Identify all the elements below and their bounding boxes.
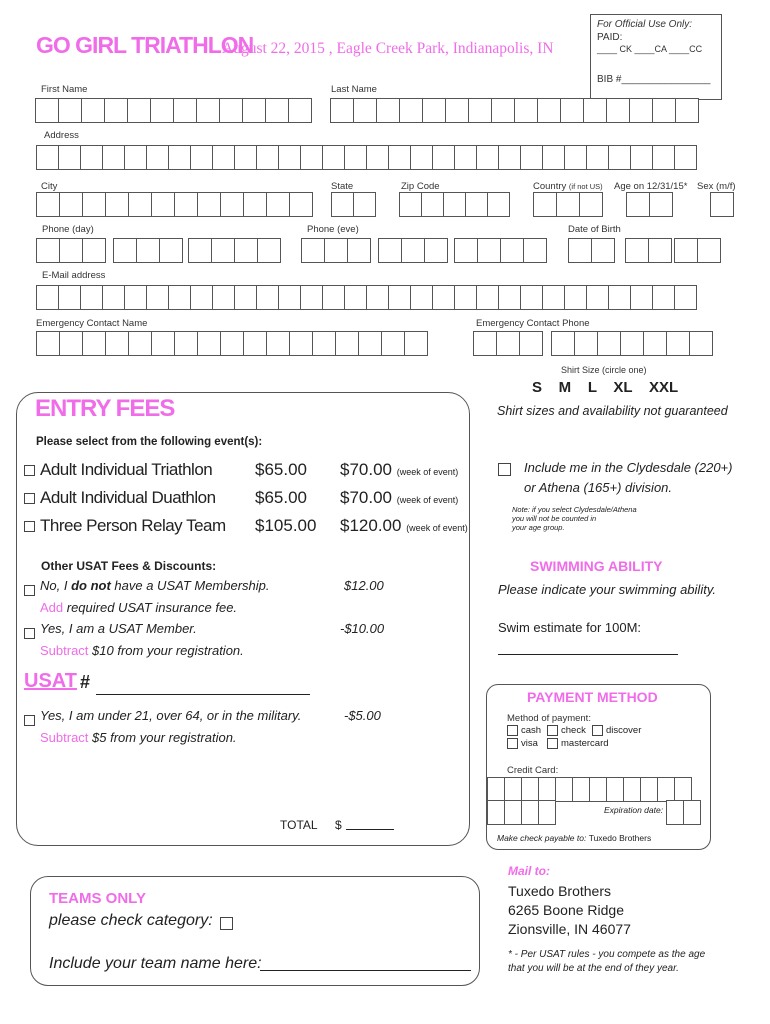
char-box[interactable] bbox=[591, 238, 615, 263]
char-box[interactable] bbox=[80, 285, 103, 310]
payment-option-mastercard[interactable]: mastercard bbox=[547, 738, 609, 749]
usat-member-checkbox[interactable] bbox=[24, 625, 38, 643]
phone-eve-label: Phone (eve) bbox=[307, 224, 359, 235]
char-box[interactable] bbox=[674, 238, 698, 263]
char-box[interactable] bbox=[234, 285, 257, 310]
char-box[interactable] bbox=[80, 145, 103, 170]
char-box[interactable] bbox=[102, 145, 125, 170]
char-box[interactable] bbox=[220, 331, 244, 356]
under21-checkbox[interactable] bbox=[24, 712, 38, 730]
entry-fees-title: ENTRY FEES bbox=[35, 395, 175, 422]
char-box[interactable] bbox=[36, 331, 60, 356]
phone-day-prefix-field[interactable] bbox=[113, 238, 182, 263]
official-use-box bbox=[590, 14, 722, 100]
char-box[interactable] bbox=[256, 145, 279, 170]
char-box[interactable] bbox=[366, 285, 389, 310]
last-name-label: Last Name bbox=[331, 84, 377, 95]
char-box[interactable] bbox=[256, 285, 279, 310]
team-name-label: Include your team name here: bbox=[49, 955, 262, 972]
char-box[interactable] bbox=[211, 238, 235, 263]
phone-day-area-field[interactable] bbox=[36, 238, 105, 263]
char-box[interactable] bbox=[188, 238, 212, 263]
clydesdale-note: Note: if you select Clydesdale/Athena you will not be counted in your age group. bbox=[512, 505, 637, 532]
emergency-phone-label: Emergency Contact Phone bbox=[476, 318, 590, 329]
no-membership-checkbox[interactable] bbox=[24, 582, 38, 600]
char-box[interactable] bbox=[640, 777, 658, 802]
char-box[interactable] bbox=[606, 98, 630, 123]
char-box[interactable] bbox=[36, 238, 60, 263]
char-box[interactable] bbox=[388, 285, 411, 310]
char-box[interactable] bbox=[331, 192, 354, 217]
official-use-label: For Official Use Only: bbox=[597, 19, 693, 30]
char-box[interactable] bbox=[649, 192, 673, 217]
char-box[interactable] bbox=[648, 238, 672, 263]
dob-year-field[interactable] bbox=[674, 238, 720, 263]
char-box[interactable] bbox=[674, 777, 692, 802]
char-box[interactable] bbox=[151, 192, 175, 217]
age-label: Age on 12/31/15* bbox=[614, 181, 688, 192]
char-box[interactable] bbox=[136, 238, 160, 263]
char-box[interactable] bbox=[560, 98, 584, 123]
mail-to-title: Mail to: bbox=[508, 864, 550, 878]
event-late-price: $120.00 (week of event) bbox=[340, 516, 468, 535]
event-price: $65.00 bbox=[255, 460, 307, 479]
char-box[interactable] bbox=[477, 238, 501, 263]
event-price: $105.00 bbox=[255, 516, 317, 535]
char-box[interactable] bbox=[432, 285, 455, 310]
char-box[interactable] bbox=[58, 98, 82, 123]
char-box[interactable] bbox=[443, 192, 466, 217]
char-box[interactable] bbox=[523, 238, 547, 263]
usat-member-label: Yes, I am a USAT Member. bbox=[40, 621, 197, 636]
credit-card-field-2[interactable] bbox=[487, 800, 555, 825]
emergency-name-label: Emergency Contact Name bbox=[36, 318, 148, 329]
payment-option-discover[interactable]: discover bbox=[592, 725, 641, 736]
char-box[interactable] bbox=[127, 98, 151, 123]
char-box[interactable] bbox=[330, 98, 354, 123]
char-box[interactable] bbox=[476, 145, 499, 170]
char-box[interactable] bbox=[82, 238, 106, 263]
char-box[interactable] bbox=[358, 331, 382, 356]
phone-day-label: Phone (day) bbox=[42, 224, 94, 235]
char-box[interactable] bbox=[174, 192, 198, 217]
char-box[interactable] bbox=[378, 238, 402, 263]
char-box[interactable] bbox=[366, 145, 389, 170]
char-box[interactable] bbox=[301, 238, 325, 263]
sex-label: Sex (m/f) bbox=[697, 181, 736, 192]
first-name-field[interactable] bbox=[35, 98, 311, 123]
total-input[interactable] bbox=[346, 829, 394, 830]
char-box[interactable] bbox=[300, 285, 323, 310]
char-box[interactable] bbox=[652, 145, 675, 170]
checkbox[interactable] bbox=[24, 521, 35, 532]
swim-estimate-input[interactable] bbox=[498, 654, 678, 655]
clydesdale-label: Include me in the Clydesdale (220+) bbox=[524, 460, 733, 475]
expiration-label: Expiration date: bbox=[604, 805, 664, 815]
char-box[interactable] bbox=[504, 800, 522, 825]
char-box[interactable] bbox=[568, 238, 592, 263]
char-box[interactable] bbox=[432, 145, 455, 170]
char-box[interactable] bbox=[174, 331, 198, 356]
zip-label: Zip Code bbox=[401, 181, 440, 192]
event-row-duathlon[interactable] bbox=[24, 490, 38, 508]
subtract-5-label: Subtract $5 from your registration. bbox=[40, 730, 237, 745]
swimming-indicate: Please indicate your swimming ability. bbox=[498, 582, 716, 597]
phone-day-line-field[interactable] bbox=[188, 238, 280, 263]
char-box[interactable] bbox=[124, 145, 147, 170]
under21-price: -$5.00 bbox=[344, 708, 381, 723]
country-field[interactable] bbox=[533, 192, 602, 217]
char-box[interactable] bbox=[381, 331, 405, 356]
city-label: City bbox=[41, 181, 58, 192]
event-row-relay[interactable] bbox=[24, 518, 38, 536]
char-box[interactable] bbox=[542, 285, 565, 310]
char-box[interactable] bbox=[710, 192, 734, 217]
char-box[interactable] bbox=[344, 145, 367, 170]
char-box[interactable] bbox=[113, 238, 137, 263]
char-box[interactable] bbox=[579, 192, 603, 217]
event-date-location: August 22, 2015 , Eagle Creek Park, Indianapolis, IN bbox=[222, 40, 554, 57]
char-box[interactable] bbox=[410, 145, 433, 170]
char-box[interactable] bbox=[697, 238, 721, 263]
char-box[interactable] bbox=[102, 285, 125, 310]
char-box[interactable] bbox=[266, 192, 290, 217]
sex-field[interactable] bbox=[710, 192, 733, 217]
last-name-field[interactable] bbox=[330, 98, 698, 123]
char-box[interactable] bbox=[278, 285, 301, 310]
char-box[interactable] bbox=[410, 285, 433, 310]
usat-label: USAT bbox=[24, 670, 77, 692]
char-box[interactable] bbox=[278, 145, 301, 170]
char-box[interactable] bbox=[674, 145, 697, 170]
select-events-label: Please select from the following event(s): bbox=[36, 436, 263, 448]
char-box[interactable] bbox=[36, 285, 59, 310]
swim-estimate-label: Swim estimate for 100M: bbox=[498, 620, 642, 635]
payment-option-check[interactable]: check bbox=[547, 725, 586, 736]
char-box[interactable] bbox=[465, 192, 488, 217]
char-box[interactable] bbox=[468, 98, 492, 123]
state-label: State bbox=[331, 181, 354, 192]
char-box[interactable] bbox=[146, 145, 169, 170]
char-box[interactable] bbox=[399, 192, 422, 217]
city-field[interactable] bbox=[36, 192, 312, 217]
char-box[interactable] bbox=[105, 192, 129, 217]
char-box[interactable] bbox=[219, 98, 243, 123]
char-box[interactable] bbox=[36, 192, 60, 217]
char-box[interactable] bbox=[454, 145, 477, 170]
event-name: Adult Individual Triathlon bbox=[40, 460, 213, 479]
char-box[interactable] bbox=[399, 98, 423, 123]
char-box[interactable] bbox=[196, 98, 220, 123]
char-box[interactable] bbox=[168, 285, 191, 310]
char-box[interactable] bbox=[347, 238, 371, 263]
char-box[interactable] bbox=[496, 331, 520, 356]
first-name-label: First Name bbox=[41, 84, 88, 95]
char-box[interactable] bbox=[322, 145, 345, 170]
char-box[interactable] bbox=[652, 98, 676, 123]
char-box[interactable] bbox=[265, 98, 289, 123]
char-box[interactable] bbox=[197, 331, 221, 356]
phone-eve-line-field[interactable] bbox=[454, 238, 546, 263]
dob-month-field[interactable] bbox=[568, 238, 614, 263]
char-box[interactable] bbox=[608, 145, 631, 170]
char-box[interactable] bbox=[82, 331, 106, 356]
char-box[interactable] bbox=[583, 98, 607, 123]
total-label: TOTAL bbox=[280, 818, 318, 832]
char-box[interactable] bbox=[104, 98, 128, 123]
char-box[interactable] bbox=[401, 238, 425, 263]
emergency-phone-number-field[interactable] bbox=[551, 331, 712, 356]
char-box[interactable] bbox=[190, 285, 213, 310]
event-row-triathlon[interactable] bbox=[24, 462, 38, 480]
char-box[interactable] bbox=[514, 98, 538, 123]
char-box[interactable] bbox=[212, 285, 235, 310]
char-box[interactable] bbox=[572, 777, 590, 802]
char-box[interactable] bbox=[498, 285, 521, 310]
char-box[interactable] bbox=[234, 238, 258, 263]
char-box[interactable] bbox=[421, 192, 444, 217]
char-box[interactable] bbox=[623, 777, 641, 802]
char-box[interactable] bbox=[151, 331, 175, 356]
dob-day-field[interactable] bbox=[625, 238, 671, 263]
char-box[interactable] bbox=[564, 145, 587, 170]
char-box[interactable] bbox=[36, 145, 59, 170]
emergency-phone-area-field[interactable] bbox=[473, 331, 542, 356]
usat-hash: # bbox=[80, 672, 91, 692]
char-box[interactable] bbox=[58, 145, 81, 170]
char-box[interactable] bbox=[168, 145, 191, 170]
char-box[interactable] bbox=[197, 192, 221, 217]
char-box[interactable] bbox=[657, 777, 675, 802]
char-box[interactable] bbox=[608, 285, 631, 310]
char-box[interactable] bbox=[520, 145, 543, 170]
age-field[interactable] bbox=[626, 192, 672, 217]
bib-label: BIB #________________ bbox=[597, 74, 711, 85]
shirt-size-options[interactable]: S M L XL XXL bbox=[532, 379, 679, 396]
shirt-note: Shirt sizes and availability not guaranteed bbox=[497, 404, 728, 418]
char-box[interactable] bbox=[190, 145, 213, 170]
char-box[interactable] bbox=[422, 98, 446, 123]
credit-card-field-1[interactable] bbox=[487, 777, 691, 802]
char-box[interactable] bbox=[128, 192, 152, 217]
char-box[interactable] bbox=[128, 331, 152, 356]
char-box[interactable] bbox=[242, 98, 266, 123]
usat-number-input[interactable] bbox=[96, 694, 310, 695]
char-box[interactable] bbox=[652, 285, 675, 310]
char-box[interactable] bbox=[674, 285, 697, 310]
char-box[interactable] bbox=[35, 98, 59, 123]
char-box[interactable] bbox=[82, 192, 106, 217]
teams-title: TEAMS ONLY bbox=[49, 890, 146, 907]
clydesdale-checkbox[interactable] bbox=[498, 461, 514, 479]
char-box[interactable] bbox=[551, 331, 575, 356]
char-box[interactable] bbox=[424, 238, 448, 263]
char-box[interactable] bbox=[300, 145, 323, 170]
char-box[interactable] bbox=[533, 192, 557, 217]
char-box[interactable] bbox=[574, 331, 598, 356]
char-box[interactable] bbox=[520, 285, 543, 310]
add-insurance-label: Add required USAT insurance fee. bbox=[40, 600, 238, 615]
payment-title: PAYMENT METHOD bbox=[527, 689, 658, 705]
char-box[interactable] bbox=[243, 192, 267, 217]
country-label: Country (if not US) bbox=[533, 181, 603, 192]
char-box[interactable] bbox=[487, 192, 510, 217]
char-box[interactable] bbox=[564, 285, 587, 310]
char-box[interactable] bbox=[666, 800, 684, 825]
teams-category-checkbox[interactable] bbox=[220, 915, 236, 933]
char-box[interactable] bbox=[289, 331, 313, 356]
no-membership-price: $12.00 bbox=[344, 578, 384, 593]
char-box[interactable] bbox=[626, 192, 650, 217]
char-box[interactable] bbox=[643, 331, 667, 356]
char-box[interactable] bbox=[498, 145, 521, 170]
teams-category-label: please check category: bbox=[49, 912, 213, 929]
char-box[interactable] bbox=[689, 331, 713, 356]
subtract-10-label: Subtract $10 from your registration. bbox=[40, 643, 244, 658]
char-box[interactable] bbox=[146, 285, 169, 310]
phone-eve-prefix-field[interactable] bbox=[378, 238, 447, 263]
char-box[interactable] bbox=[630, 285, 653, 310]
char-box[interactable] bbox=[404, 331, 428, 356]
char-box[interactable] bbox=[266, 331, 290, 356]
no-membership-label: No, I do not have a USAT Membership. bbox=[40, 578, 270, 593]
char-box[interactable] bbox=[597, 331, 621, 356]
address-field[interactable] bbox=[36, 145, 696, 170]
char-box[interactable] bbox=[105, 331, 129, 356]
event-name: Adult Individual Duathlon bbox=[40, 488, 216, 507]
char-box[interactable] bbox=[344, 285, 367, 310]
char-box[interactable] bbox=[159, 238, 183, 263]
char-box[interactable] bbox=[537, 98, 561, 123]
char-box[interactable] bbox=[538, 800, 556, 825]
form-title: GO GIRL TRIATHLON bbox=[36, 32, 254, 58]
char-box[interactable] bbox=[288, 98, 312, 123]
char-box[interactable] bbox=[454, 238, 478, 263]
char-box[interactable] bbox=[376, 98, 400, 123]
char-box[interactable] bbox=[491, 98, 515, 123]
char-box[interactable] bbox=[555, 777, 573, 802]
char-box[interactable] bbox=[59, 238, 83, 263]
char-box[interactable] bbox=[666, 331, 690, 356]
char-box[interactable] bbox=[620, 331, 644, 356]
state-field[interactable] bbox=[331, 192, 375, 217]
char-box[interactable] bbox=[487, 777, 505, 802]
char-box[interactable] bbox=[586, 285, 609, 310]
event-name: Three Person Relay Team bbox=[40, 516, 226, 535]
other-fees-title: Other USAT Fees & Discounts: bbox=[41, 559, 217, 573]
usat-member-price: -$10.00 bbox=[340, 621, 385, 636]
char-box[interactable] bbox=[629, 98, 653, 123]
char-box[interactable] bbox=[59, 331, 83, 356]
payment-type-label: ____ CK ____CA ____CC bbox=[597, 44, 703, 54]
char-box[interactable] bbox=[212, 145, 235, 170]
char-box[interactable] bbox=[454, 285, 477, 310]
dob-label: Date of Birth bbox=[568, 224, 621, 235]
char-box[interactable] bbox=[173, 98, 197, 123]
char-box[interactable] bbox=[257, 238, 281, 263]
payable-label: Make check payable to: Tuxedo Brothers bbox=[497, 833, 652, 843]
char-box[interactable] bbox=[521, 777, 539, 802]
char-box[interactable] bbox=[683, 800, 701, 825]
char-box[interactable] bbox=[542, 145, 565, 170]
mail-address: Tuxedo Brothers 6265 Boone Ridge Zionsville, IN 46077 bbox=[508, 883, 631, 937]
payment-option-visa[interactable]: visa bbox=[507, 738, 538, 749]
char-box[interactable] bbox=[625, 238, 649, 263]
event-late-price: $70.00 (week of event) bbox=[340, 460, 459, 479]
total-dollar: $ bbox=[335, 818, 342, 832]
event-price: $65.00 bbox=[255, 488, 307, 507]
char-box[interactable] bbox=[388, 145, 411, 170]
char-box[interactable] bbox=[312, 331, 336, 356]
char-box[interactable] bbox=[519, 331, 543, 356]
char-box[interactable] bbox=[487, 800, 505, 825]
emergency-name-field[interactable] bbox=[36, 331, 427, 356]
char-box[interactable] bbox=[473, 331, 497, 356]
char-box[interactable] bbox=[289, 192, 313, 217]
payment-option-cash[interactable]: cash bbox=[507, 725, 541, 736]
shirt-size-label: Shirt Size (circle one) bbox=[561, 365, 647, 375]
char-box[interactable] bbox=[59, 192, 83, 217]
char-box[interactable] bbox=[353, 98, 377, 123]
char-box[interactable] bbox=[500, 238, 524, 263]
under21-label: Yes, I am under 21, over 64, or in the military. bbox=[40, 708, 302, 723]
swimming-title: SWIMMING ABILITY bbox=[530, 558, 663, 574]
method-label: Method of payment: bbox=[507, 713, 591, 724]
char-box[interactable] bbox=[606, 777, 624, 802]
expiration-field[interactable] bbox=[666, 800, 700, 825]
credit-card-label: Credit Card: bbox=[507, 765, 559, 776]
char-box[interactable] bbox=[589, 777, 607, 802]
phone-eve-area-field[interactable] bbox=[301, 238, 370, 263]
char-box[interactable] bbox=[538, 777, 556, 802]
char-box[interactable] bbox=[476, 285, 499, 310]
paid-label: PAID: bbox=[597, 32, 623, 43]
zip-field[interactable] bbox=[399, 192, 509, 217]
char-box[interactable] bbox=[586, 145, 609, 170]
char-box[interactable] bbox=[124, 285, 147, 310]
char-box[interactable] bbox=[243, 331, 267, 356]
checkbox[interactable] bbox=[24, 493, 35, 504]
char-box[interactable] bbox=[58, 285, 81, 310]
age-rule-note: * - Per USAT rules - you compete as the age that you will be at the end of they year. bbox=[508, 949, 706, 974]
char-box[interactable] bbox=[353, 192, 376, 217]
address-label: Address bbox=[44, 130, 79, 141]
checkbox[interactable] bbox=[24, 465, 35, 476]
char-box[interactable] bbox=[220, 192, 244, 217]
char-box[interactable] bbox=[521, 800, 539, 825]
team-name-input[interactable] bbox=[260, 970, 471, 971]
email-label: E-Mail address bbox=[42, 270, 106, 281]
char-box[interactable] bbox=[81, 98, 105, 123]
char-box[interactable] bbox=[556, 192, 580, 217]
char-box[interactable] bbox=[322, 285, 345, 310]
char-box[interactable] bbox=[324, 238, 348, 263]
char-box[interactable] bbox=[335, 331, 359, 356]
char-box[interactable] bbox=[150, 98, 174, 123]
athena-label: or Athena (165+) division. bbox=[524, 480, 673, 495]
event-late-price: $70.00 (week of event) bbox=[340, 488, 459, 507]
char-box[interactable] bbox=[504, 777, 522, 802]
char-box[interactable] bbox=[445, 98, 469, 123]
char-box[interactable] bbox=[630, 145, 653, 170]
char-box[interactable] bbox=[675, 98, 699, 123]
email-field[interactable] bbox=[36, 285, 696, 310]
char-box[interactable] bbox=[234, 145, 257, 170]
